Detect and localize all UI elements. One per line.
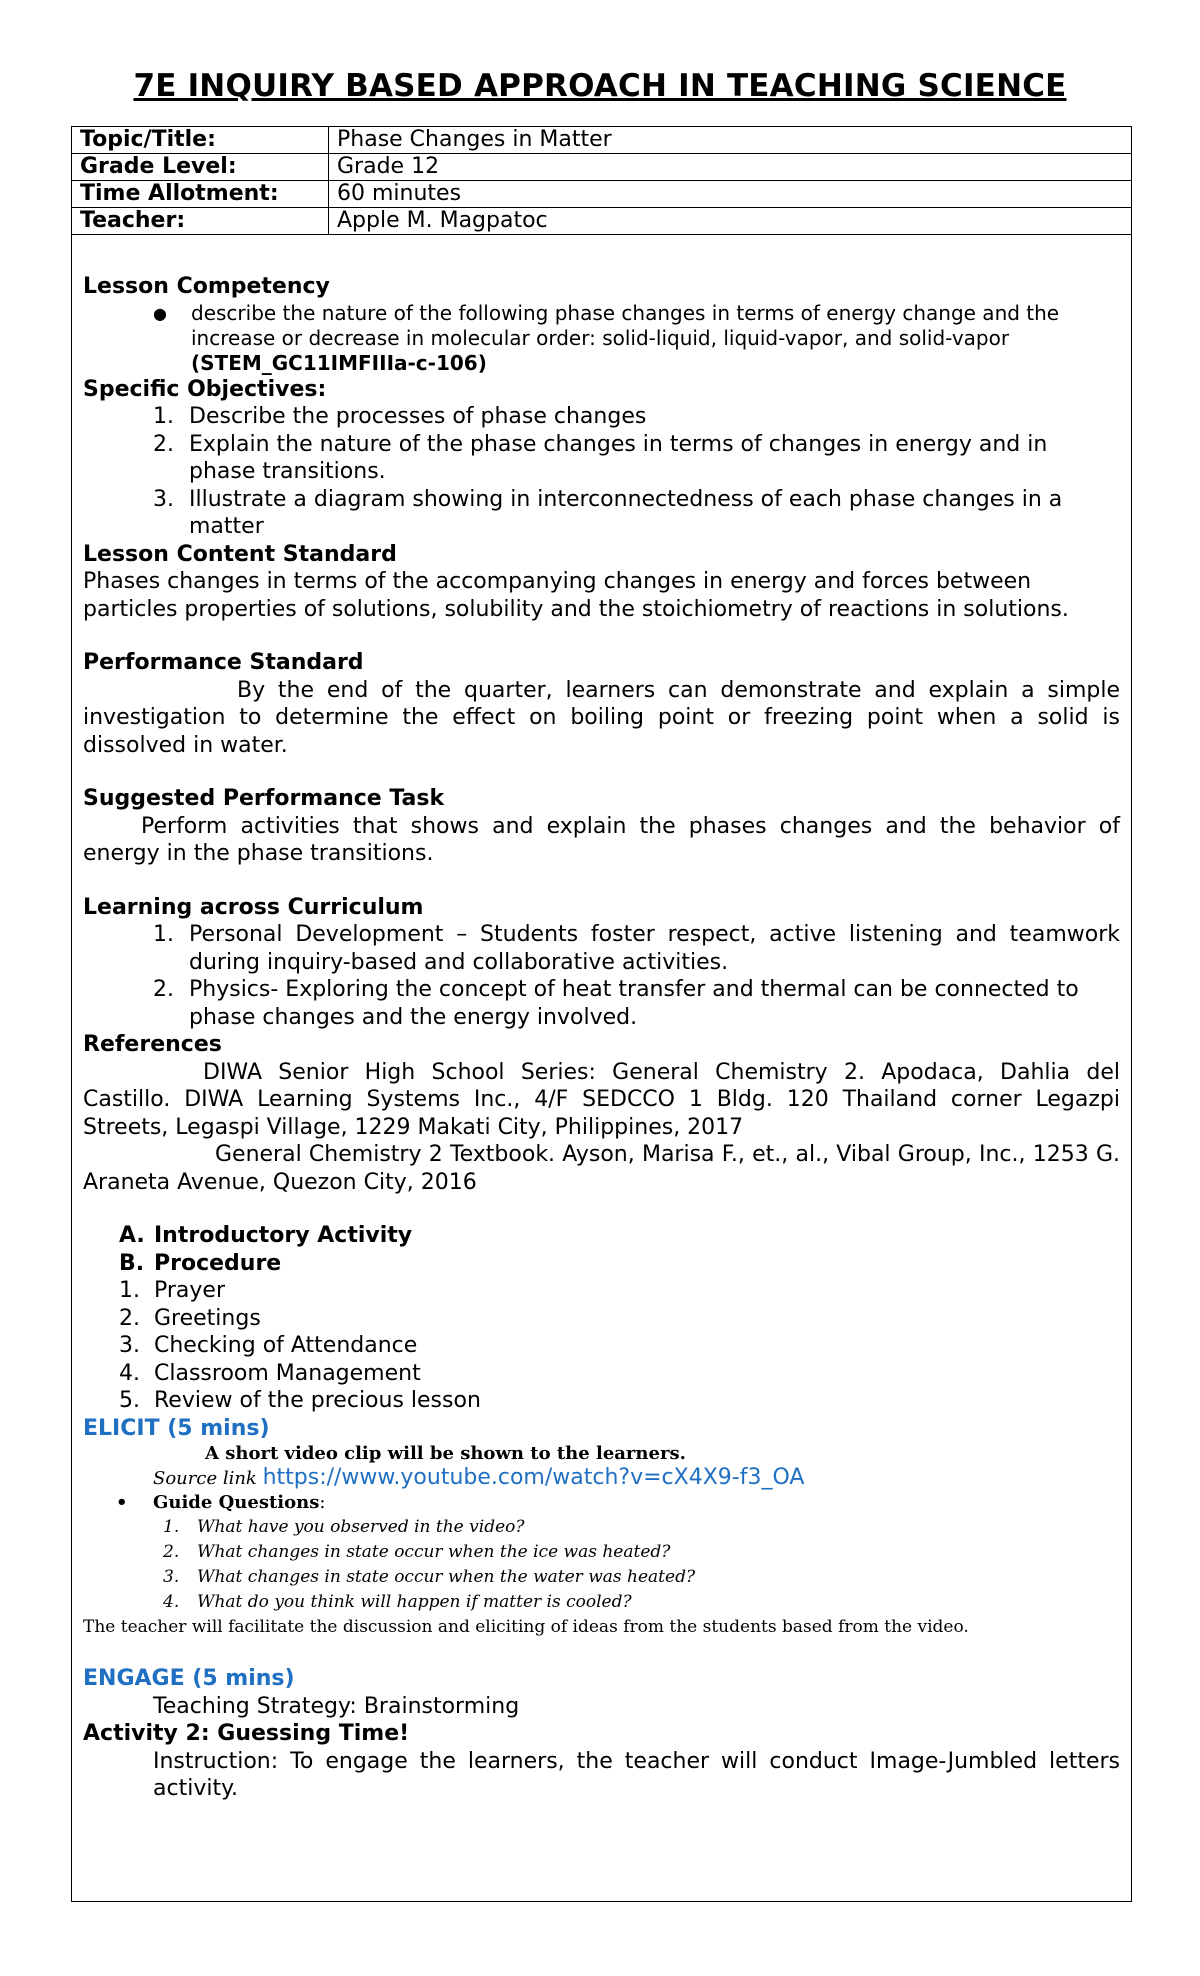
performance-standard-heading: Performance Standard	[83, 650, 364, 675]
info-table	[72, 127, 1131, 235]
source-link[interactable]: https://www.youtube.com/watch?v=cX4X9-f3_OA	[262, 1465, 805, 1490]
list-item: 4. Classroom Management	[119, 1360, 421, 1386]
info-label: Time Allotment:	[72, 181, 329, 208]
objectives-heading: Specific Objectives:	[83, 376, 327, 402]
guide-label: Guide Questions	[153, 1492, 320, 1513]
references-heading: References	[83, 1032, 222, 1057]
question-text: What changes in state occur when the ice was heated?	[197, 1542, 671, 1562]
performance-task-heading: Suggested Performance Task	[83, 786, 445, 811]
curriculum-text: Personal Development – Students foster respect, active listening and teamwork during inquiry-based and collaborative activities.	[189, 922, 1120, 975]
info-value: Apple M. Magpatoc	[329, 208, 1132, 235]
list-item: 2. What changes in state occur when the ice was heated?	[163, 1542, 671, 1562]
competency-item	[83, 301, 1120, 376]
engage-heading: ENGAGE (5 mins)	[83, 1666, 295, 1691]
performance-standard-text: By the end of the quarter, learners can demonstrate and explain a simple investigation to determine the effect on boiling point or freezing point when a solid is dissolved in water.	[83, 677, 1120, 758]
lesson-plan-frame	[71, 126, 1132, 1902]
list-item: 1. Personal Development – Students foster respect, active listening and teamwork during inquiry-based and collaborative activities.	[153, 922, 1120, 975]
procedure-text: Greetings	[154, 1305, 261, 1331]
elicit-heading: ELICIT (5 mins)	[83, 1415, 270, 1441]
objectives-list	[83, 403, 1120, 541]
info-value: Grade 12	[329, 154, 1132, 181]
elicit-block	[83, 1442, 1120, 1639]
list-item: 4. What do you think will happen if matter is cooled?	[163, 1592, 632, 1612]
info-value: 60 minutes	[329, 181, 1132, 208]
procedure-text: Prayer	[154, 1278, 226, 1303]
info-label: Grade Level:	[72, 154, 329, 181]
info-row-grade	[72, 154, 1131, 181]
activity-heading-list	[83, 1222, 1120, 1277]
performance-task-text: Perform activities that shows and explain the phases changes and the behavior of energy in the phase transitions.	[83, 813, 1120, 866]
content-standard-heading: Lesson Content Standard	[83, 541, 397, 567]
objective-text: Illustrate a diagram showing in interconnectedness of each phase changes in a matter	[189, 486, 1063, 539]
objective-text: Describe the processes of phase changes	[189, 404, 647, 429]
curriculum-heading: Learning across Curriculum	[83, 894, 424, 920]
list-item: 1. Prayer	[119, 1278, 226, 1303]
elicit-note: The teacher will facilitate the discussion and eliciting of ideas from the students based from the video.	[83, 1617, 969, 1637]
source-label: Source link	[153, 1468, 257, 1489]
competency-code: (STEM_GC11IMFIIIa-c-106)	[191, 350, 487, 375]
list-item: A. Introductory Activity	[119, 1223, 413, 1248]
list-item: 3. Illustrate a diagram showing in interconnectedness of each phase changes in a matter	[153, 486, 1063, 539]
list-item: 2. Physics- Exploring the concept of heat transfer and thermal can be connected to phase changes and the energy involved.	[153, 977, 1079, 1030]
list-item: 3. Checking of Attendance	[119, 1333, 418, 1358]
competency-heading: Lesson Competency	[83, 274, 330, 299]
list-item: 2. Explain the nature of the phase changes in terms of changes in energy and in phase transitions.	[153, 431, 1048, 484]
procedure-text: Classroom Management	[154, 1360, 421, 1386]
list-item: 1. Describe the processes of phase changes	[153, 404, 647, 429]
info-label: Teacher:	[72, 208, 329, 235]
activity-heading-text: Introductory Activity	[154, 1223, 413, 1248]
procedure-list	[83, 1277, 1120, 1415]
competency-list	[83, 301, 1120, 376]
question-text: What changes in state occur when the water was heated?	[197, 1567, 696, 1587]
lesson-content	[72, 235, 1131, 1803]
objective-text: Explain the nature of the phase changes in terms of changes in energy and in phase transitions.	[189, 431, 1048, 484]
page-title: 7E INQUIRY BASED APPROACH IN TEACHING SCIENCE	[133, 68, 1067, 104]
guide-questions-line: • Guide Questions:	[116, 1492, 326, 1513]
info-row-time	[72, 181, 1131, 208]
procedure-text: Review of the precious lesson	[154, 1388, 481, 1413]
procedure-text: Checking of Attendance	[154, 1333, 418, 1358]
engage-activity-title: Activity 2: Guessing Time!	[83, 1721, 410, 1746]
question-text: What do you think will happen if matter is cooled?	[197, 1592, 632, 1612]
source-line	[83, 1466, 1120, 1491]
info-row-teacher	[72, 208, 1131, 235]
competency-text: describe the nature of the following phase changes in terms of energy change and the increase or decrease in molecular order: solid-liquid, liquid-vapor, and solid-vapor	[191, 300, 1060, 350]
bullet-icon: ●	[153, 303, 167, 323]
info-label: Topic/Title:	[72, 127, 329, 154]
video-line: A short video clip will be shown to the learners.	[205, 1443, 686, 1464]
list-item: 5. Review of the precious lesson	[119, 1388, 481, 1413]
curriculum-text: Physics- Exploring the concept of heat transfer and thermal can be connected to phase changes and the energy involved.	[189, 977, 1079, 1030]
curriculum-list	[83, 921, 1120, 1031]
reference-item: General Chemistry 2 Textbook. Ayson, Marisa F., et., al., Vibal Group, Inc., 1253 G. Araneta Avenue, Quezon City, 2016	[83, 1142, 1120, 1195]
engage-instruction: Instruction: To engage the learners, the teacher will conduct Image-Jumbled letters activity.	[153, 1748, 1120, 1801]
bullet-icon: •	[116, 1492, 128, 1513]
list-item: B. Procedure	[119, 1250, 282, 1276]
question-text: What have you observed in the video?	[197, 1517, 525, 1537]
activity-heading-text: Procedure	[154, 1250, 282, 1276]
list-item: 3. What changes in state occur when the water was heated?	[163, 1567, 696, 1587]
info-value: Phase Changes in Matter	[329, 127, 1132, 154]
guide-questions-list	[83, 1515, 1120, 1615]
reference-item: DIWA Senior High School Series: General Chemistry 2. Apodaca, Dahlia del Castillo. DIWA Learning Systems Inc., 4/F SEDCCO 1 Bldg. 120 Thailand corner Legazpi Streets, Legaspi Village, 1229 Makati City, Philippines, 2017	[83, 1059, 1120, 1140]
info-row-topic	[72, 127, 1131, 154]
content-standard-text: Phases changes in terms of the accompanying changes in energy and forces between particles properties of solutions, solubility and the stoichiometry of reactions in solutions.	[83, 569, 1069, 622]
list-item: 1. What have you observed in the video?	[163, 1517, 525, 1537]
list-item: 2. Greetings	[119, 1305, 261, 1331]
engage-strategy: Teaching Strategy: Brainstorming	[153, 1693, 520, 1719]
